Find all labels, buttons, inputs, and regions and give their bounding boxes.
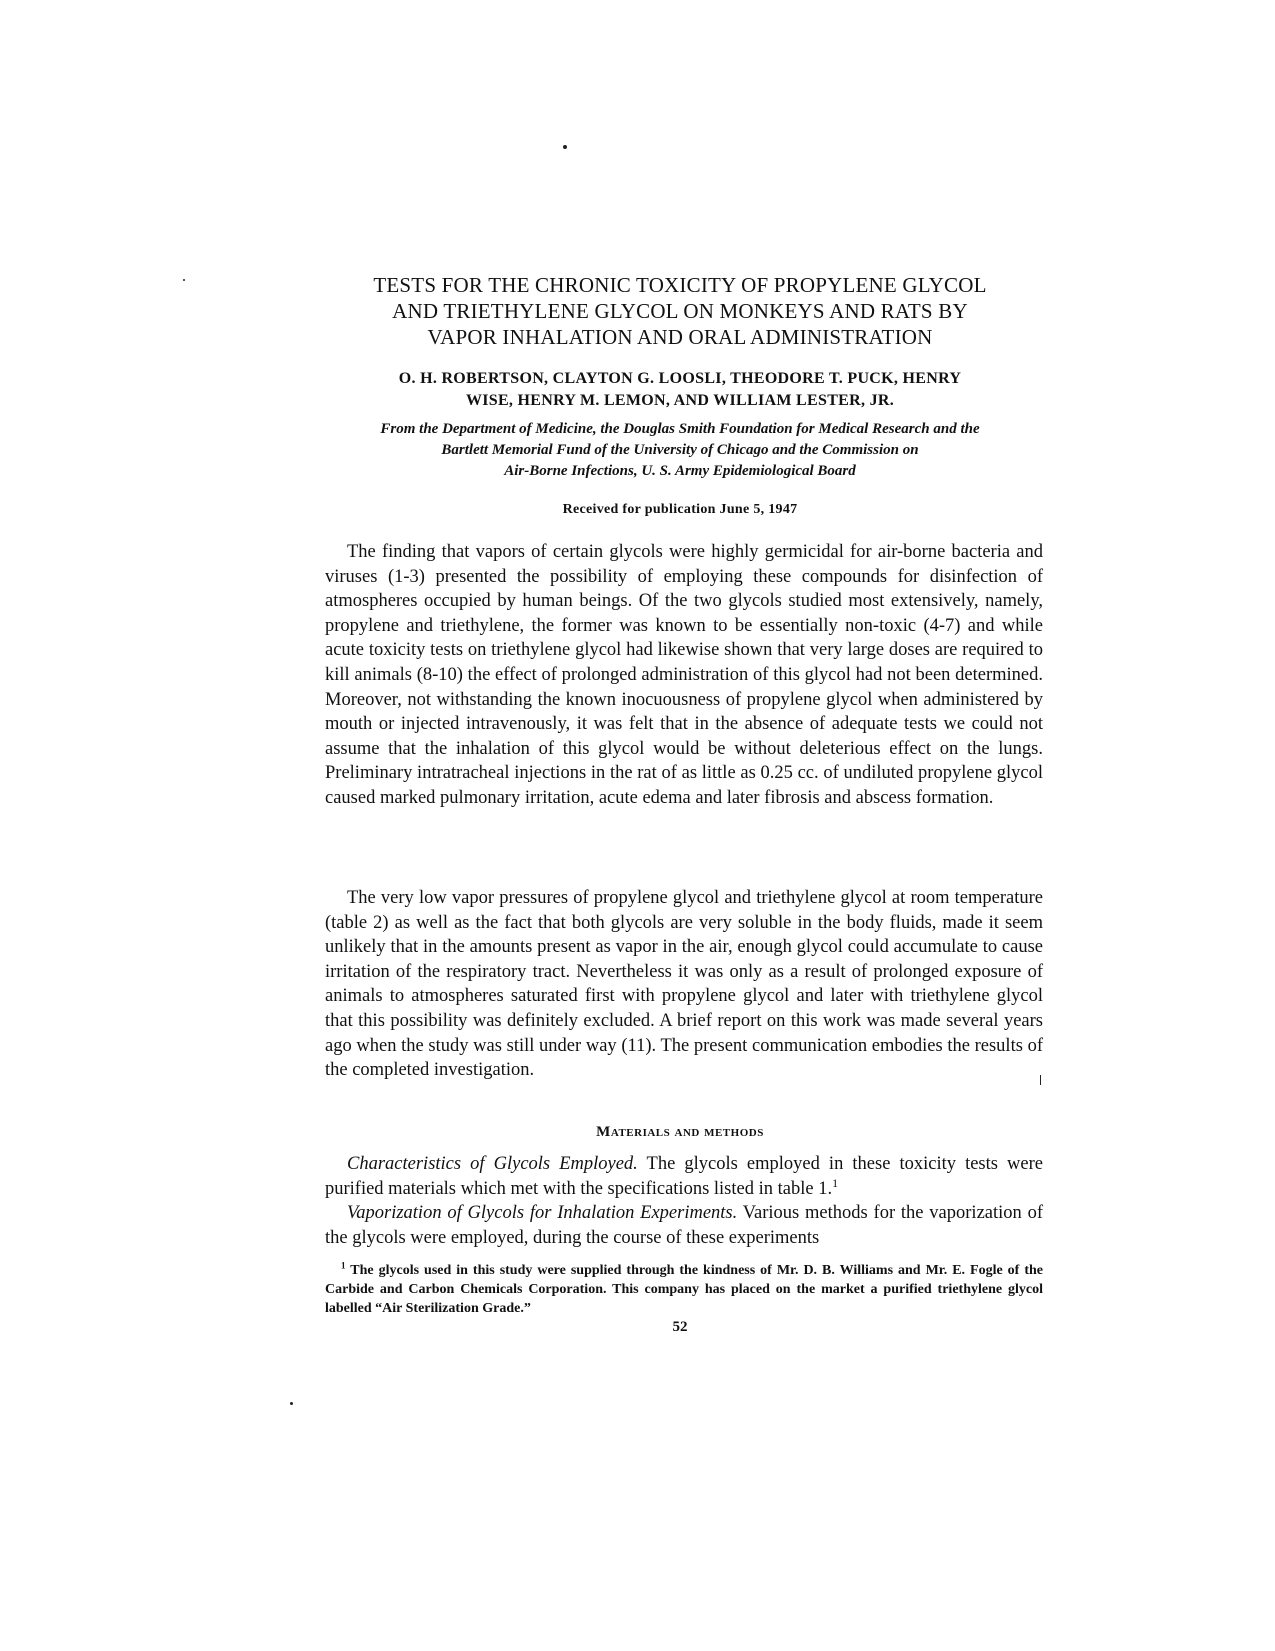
paragraph-text: The glycols employed in these toxicity tests were purified materials which met with the specifications listed in table 1. — [325, 1154, 1043, 1199]
affiliation-line: From the Department of Medicine, the Douglas Smith Foundation for Medical Research and the — [380, 421, 980, 437]
runin-heading: Vaporization of Glycols for Inhalation Experiments. — [347, 1203, 738, 1223]
author-line: O. H. ROBERTSON, CLAYTON G. LOOSLI, THEODORE T. PUCK, HENRY — [398, 370, 962, 387]
title-line: VAPOR INHALATION AND ORAL ADMINISTRATION — [427, 325, 933, 349]
scan-speck — [563, 145, 567, 149]
affiliation-line: Bartlett Memorial Fund of the University of Chicago and the Commission on — [441, 442, 919, 458]
received-date: Received for publication June 5, 1947 — [562, 502, 798, 517]
footnote-reference: 1 — [832, 1175, 839, 1190]
body-paragraph — [325, 1152, 1043, 1201]
footnote — [325, 1261, 1043, 1318]
title-line: AND TRIETHYLENE GLYCOL ON MONKEYS AND RATS BY — [392, 299, 968, 323]
author-list — [300, 368, 1060, 412]
affiliation-line: Air-Borne Infections, U. S. Army Epidemiological Board — [504, 463, 856, 479]
body-paragraph: The very low vapor pressures of propylene glycol and triethylene glycol at room temperature (table 2) as well as the fact that both glycols are very soluble in the body fluids, made it seem unlikely that in the amounts present as vapor in the air, enough glycol could accumulate to cause irritation of the respiratory tract. Nevertheless it was only as a result of prolonged exposure of animals to atmospheres saturated first with propylene glycol and later with triethylene glycol that this possibility was definitely excluded. A brief report on this work was made several years ago when the study was still under way (11). The present communication embodies the results of the completed investigation. — [325, 888, 1043, 1081]
scan-speck — [290, 1402, 293, 1405]
footnote-text: The glycols used in this study were supplied through the kindness of Mr. D. B. Williams and Mr. E. Fogle of the Carbide and Carbon Chemicals Corporation. This company has placed on the market a purified triethylene glycol labelled “Air Sterilization Grade.” — [325, 1263, 1043, 1316]
footnote-mark: 1 — [341, 1260, 346, 1271]
body-paragraph: The finding that vapors of certain glycols were highly germicidal for air-borne bacteria and viruses (1-3) presented the possibility of employing these compounds for disinfection of atmospheres occupied by human beings. Of the two glycols studied most extensively, namely, propylene and triethylene, the former was known to be essentially non-toxic (4-7) and while acute toxicity tests on triethylene glycol had likewise shown that very large doses are required to kill animals (8-10) the effect of prolonged administration of this glycol had not been determined. Moreover, not withstanding the known inocuousness of propylene glycol when administered by mouth or injected intravenously, it was felt that in the absence of adequate tests we could not assume that the inhalation of this glycol would be without deleterious effect on the lungs. Preliminary intratracheal injections in the rat of as little as 0.25 cc. of undiluted propylene glycol caused marked pulmonary irritation, acute edema and later fibrosis and abscess formation. — [325, 542, 1043, 808]
paper-title — [300, 272, 1060, 350]
body-paragraph — [325, 1201, 1043, 1250]
page-number: 52 — [672, 1319, 688, 1335]
scan-speck — [183, 279, 185, 281]
section-heading: Materials and methods — [596, 1124, 764, 1140]
title-line: TESTS FOR THE CHRONIC TOXICITY OF PROPYLENE GLYCOL — [373, 273, 987, 297]
paragraph-text: Various methods for the vaporization of the glycols were employed, during the course of these experiments — [325, 1203, 1043, 1248]
affiliation — [300, 419, 1060, 482]
runin-heading: Characteristics of Glycols Employed. — [347, 1154, 638, 1174]
author-line: WISE, HENRY M. LEMON, AND WILLIAM LESTER, JR. — [465, 392, 895, 409]
